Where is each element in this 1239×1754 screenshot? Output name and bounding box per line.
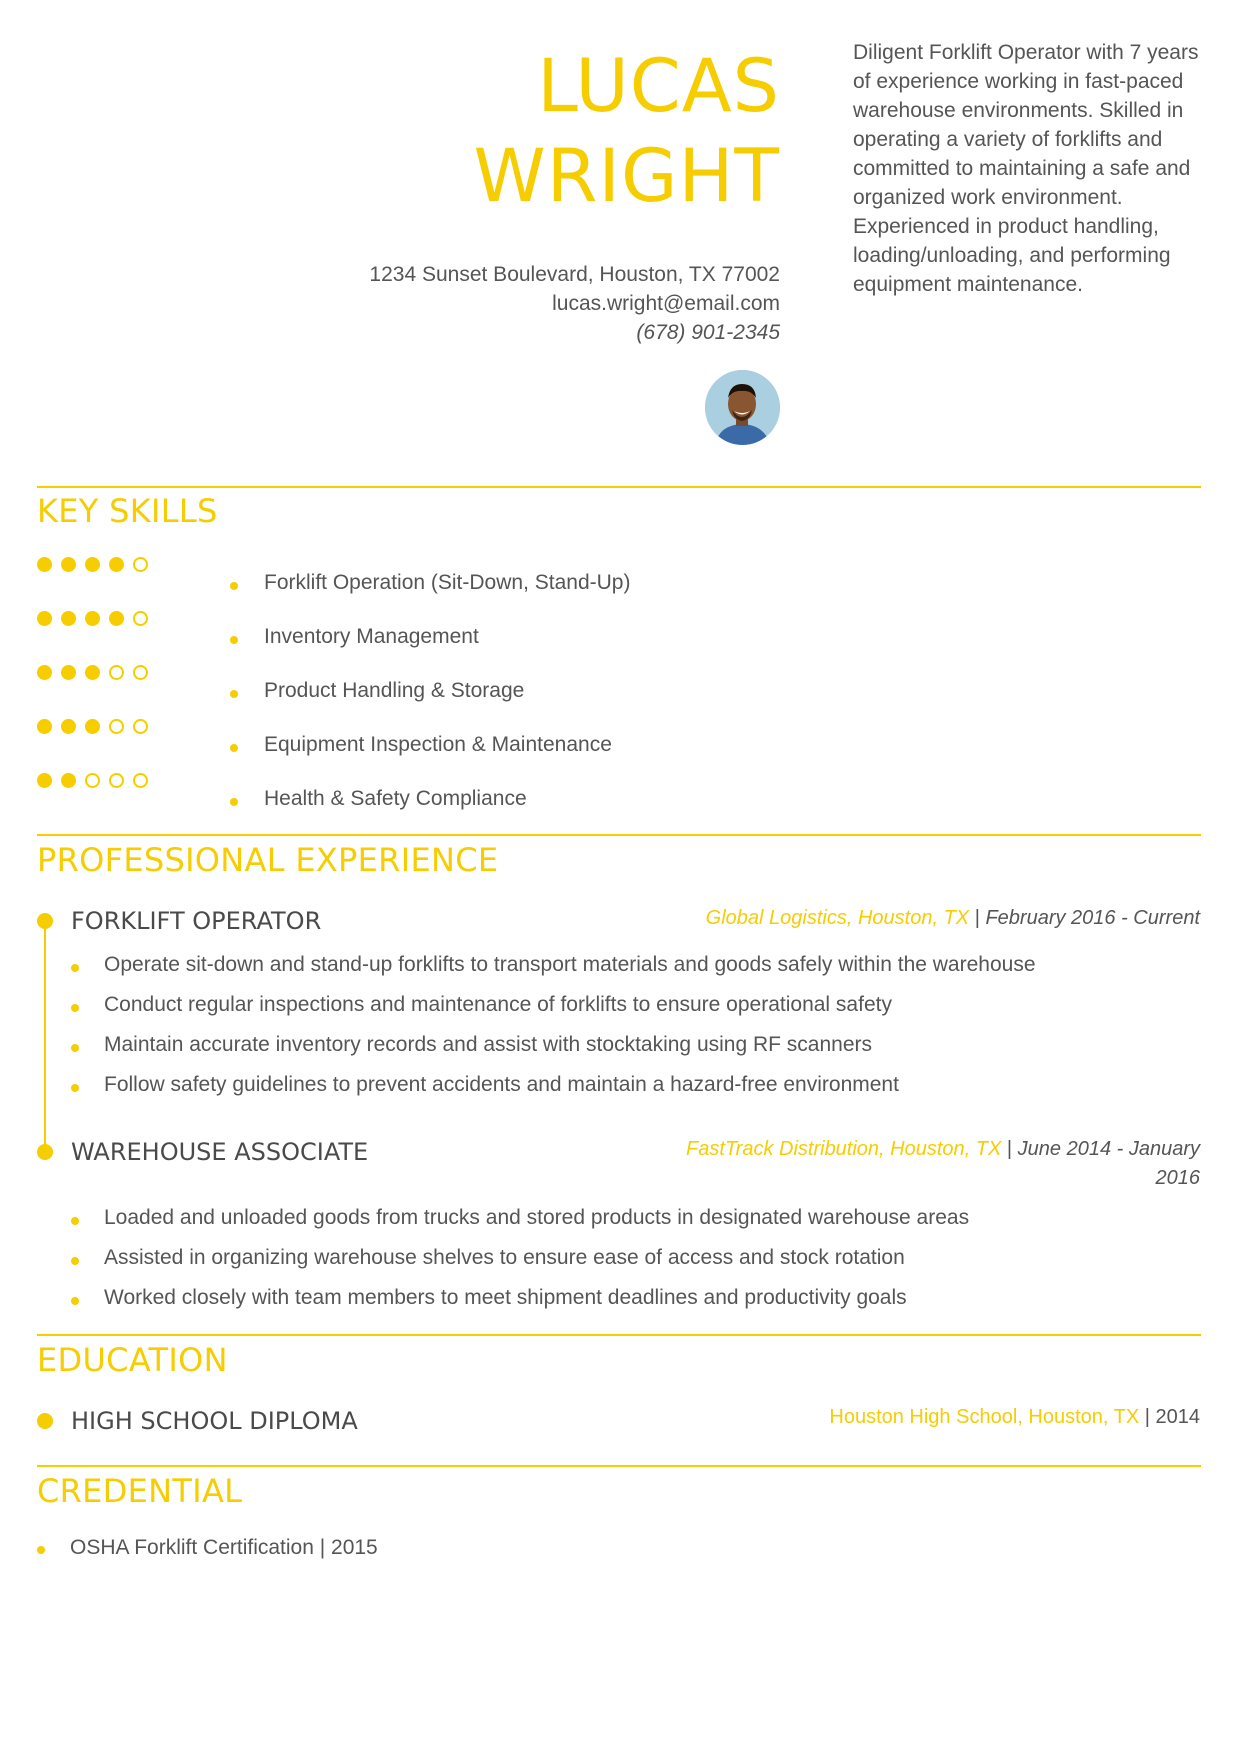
job-meta	[686, 1135, 1200, 1193]
separator: |	[969, 907, 986, 929]
bullet-icon	[230, 582, 238, 590]
rating-dot-empty	[133, 557, 148, 572]
rating-dot-filled	[85, 611, 100, 626]
skill-rating	[37, 773, 148, 788]
job-bullet-item: Worked closely with team members to meet shipment deadlines and productivity goals	[104, 1286, 907, 1309]
skill-rating	[37, 611, 148, 626]
graduation-year: 2014	[1155, 1406, 1200, 1428]
rating-dot-filled	[37, 557, 52, 572]
professional-summary: Diligent Forklift Operator with 7 years of experience working in fast-paced warehouse environments. Skilled in operating a variety of forklifts and committed to maintaining a safe and organized work environment. Experienced in product handling, loading/unloading, and performing equipment maintenance.	[853, 41, 1199, 296]
section-divider	[37, 1334, 1201, 1336]
address: 1234 Sunset Boulevard, Houston, TX 77002	[369, 263, 780, 286]
section-title-experience: PROFESSIONAL EXPERIENCE	[37, 841, 499, 879]
skill-rating	[37, 719, 148, 734]
candidate-name	[0, 42, 780, 222]
job-title: FORKLIFT OPERATOR	[71, 907, 322, 935]
rating-dot-filled	[37, 611, 52, 626]
job-dates: February 2016 - Current	[985, 907, 1200, 929]
job-bullet-item: Conduct regular inspections and maintenance of forklifts to ensure operational safety	[104, 993, 892, 1016]
skill-label: Product Handling & Storage	[264, 679, 525, 702]
rating-dot-empty	[133, 719, 148, 734]
profile-photo-icon	[705, 370, 780, 445]
last-name: WRIGHT	[473, 134, 780, 219]
job-bullet-item: Follow safety guidelines to prevent accidents and maintain a hazard-free environment	[104, 1073, 899, 1096]
contact-info	[0, 260, 780, 347]
rating-dot-filled	[61, 719, 76, 734]
section-divider	[37, 486, 1201, 488]
job-meta	[706, 904, 1200, 933]
rating-dot-filled	[37, 665, 52, 680]
rating-dot-filled	[85, 665, 100, 680]
bullet-icon	[71, 964, 79, 972]
rating-dot-empty	[133, 665, 148, 680]
rating-dot-empty	[85, 773, 100, 788]
job-bullet-item: Loaded and unloaded goods from trucks and stored products in designated warehouse areas	[104, 1206, 970, 1229]
rating-dot-empty	[109, 719, 124, 734]
section-divider	[37, 1465, 1201, 1467]
bullet-icon	[230, 798, 238, 806]
bullet-icon	[230, 744, 238, 752]
rating-dot-filled	[37, 719, 52, 734]
skill-rating	[37, 665, 148, 680]
job-dates: June 2014 - January	[1017, 1138, 1200, 1160]
skill-label: Health & Safety Compliance	[264, 787, 527, 810]
bullet-icon	[71, 1217, 79, 1225]
section-title-key-skills: KEY SKILLS	[37, 492, 218, 530]
first-name: LUCAS	[537, 44, 780, 129]
rating-dot-empty	[133, 611, 148, 626]
section-title-education: EDUCATION	[37, 1341, 228, 1379]
job-bullet-item: Assisted in organizing warehouse shelves to ensure ease of access and stock rotation	[104, 1246, 905, 1269]
rating-dot-filled	[61, 557, 76, 572]
school: Houston High School, Houston, TX	[829, 1406, 1140, 1428]
separator: |	[1001, 1138, 1018, 1160]
bullet-icon	[230, 636, 238, 644]
rating-dot-filled	[109, 611, 124, 626]
timeline-line	[44, 924, 46, 1152]
rating-dot-filled	[61, 665, 76, 680]
section-divider	[37, 834, 1201, 836]
bullet-icon	[37, 1546, 45, 1554]
bullet-icon	[71, 1004, 79, 1012]
rating-dot-empty	[109, 665, 124, 680]
degree: HIGH SCHOOL DIPLOMA	[71, 1407, 358, 1435]
bullet-icon	[71, 1044, 79, 1052]
bullet-icon	[71, 1084, 79, 1092]
bullet-icon	[71, 1257, 79, 1265]
job-title: WAREHOUSE ASSOCIATE	[71, 1138, 369, 1166]
email: lucas.wright@email.com	[552, 292, 780, 315]
job-dates-cont: 2016	[1155, 1167, 1200, 1189]
education-node	[37, 1413, 53, 1429]
rating-dot-filled	[61, 611, 76, 626]
phone: (678) 901-2345	[636, 321, 780, 344]
credential-item: OSHA Forklift Certification | 2015	[70, 1536, 378, 1559]
education-meta	[829, 1406, 1200, 1429]
rating-dot-filled	[85, 557, 100, 572]
bullet-icon	[71, 1297, 79, 1305]
timeline-node	[37, 913, 53, 929]
separator: |	[1139, 1406, 1156, 1428]
job-bullet-item: Maintain accurate inventory records and assist with stocktaking using RF scanners	[104, 1033, 873, 1056]
job-bullet-item: Operate sit-down and stand-up forklifts to transport materials and goods safely within the warehouse	[104, 953, 1036, 976]
bullet-icon	[230, 690, 238, 698]
rating-dot-filled	[37, 773, 52, 788]
rating-dot-filled	[109, 557, 124, 572]
timeline-node	[37, 1144, 53, 1160]
skill-label: Forklift Operation (Sit-Down, Stand-Up)	[264, 571, 631, 594]
skill-label: Equipment Inspection & Maintenance	[264, 733, 612, 756]
rating-dot-filled	[61, 773, 76, 788]
company: FastTrack Distribution, Houston, TX	[686, 1138, 1002, 1160]
rating-dot-empty	[133, 773, 148, 788]
rating-dot-empty	[109, 773, 124, 788]
section-title-credential: CREDENTIAL	[37, 1472, 243, 1510]
avatar	[705, 370, 780, 445]
company: Global Logistics, Houston, TX	[705, 907, 970, 929]
rating-dot-filled	[85, 719, 100, 734]
skill-label: Inventory Management	[264, 625, 479, 648]
skill-rating	[37, 557, 148, 572]
